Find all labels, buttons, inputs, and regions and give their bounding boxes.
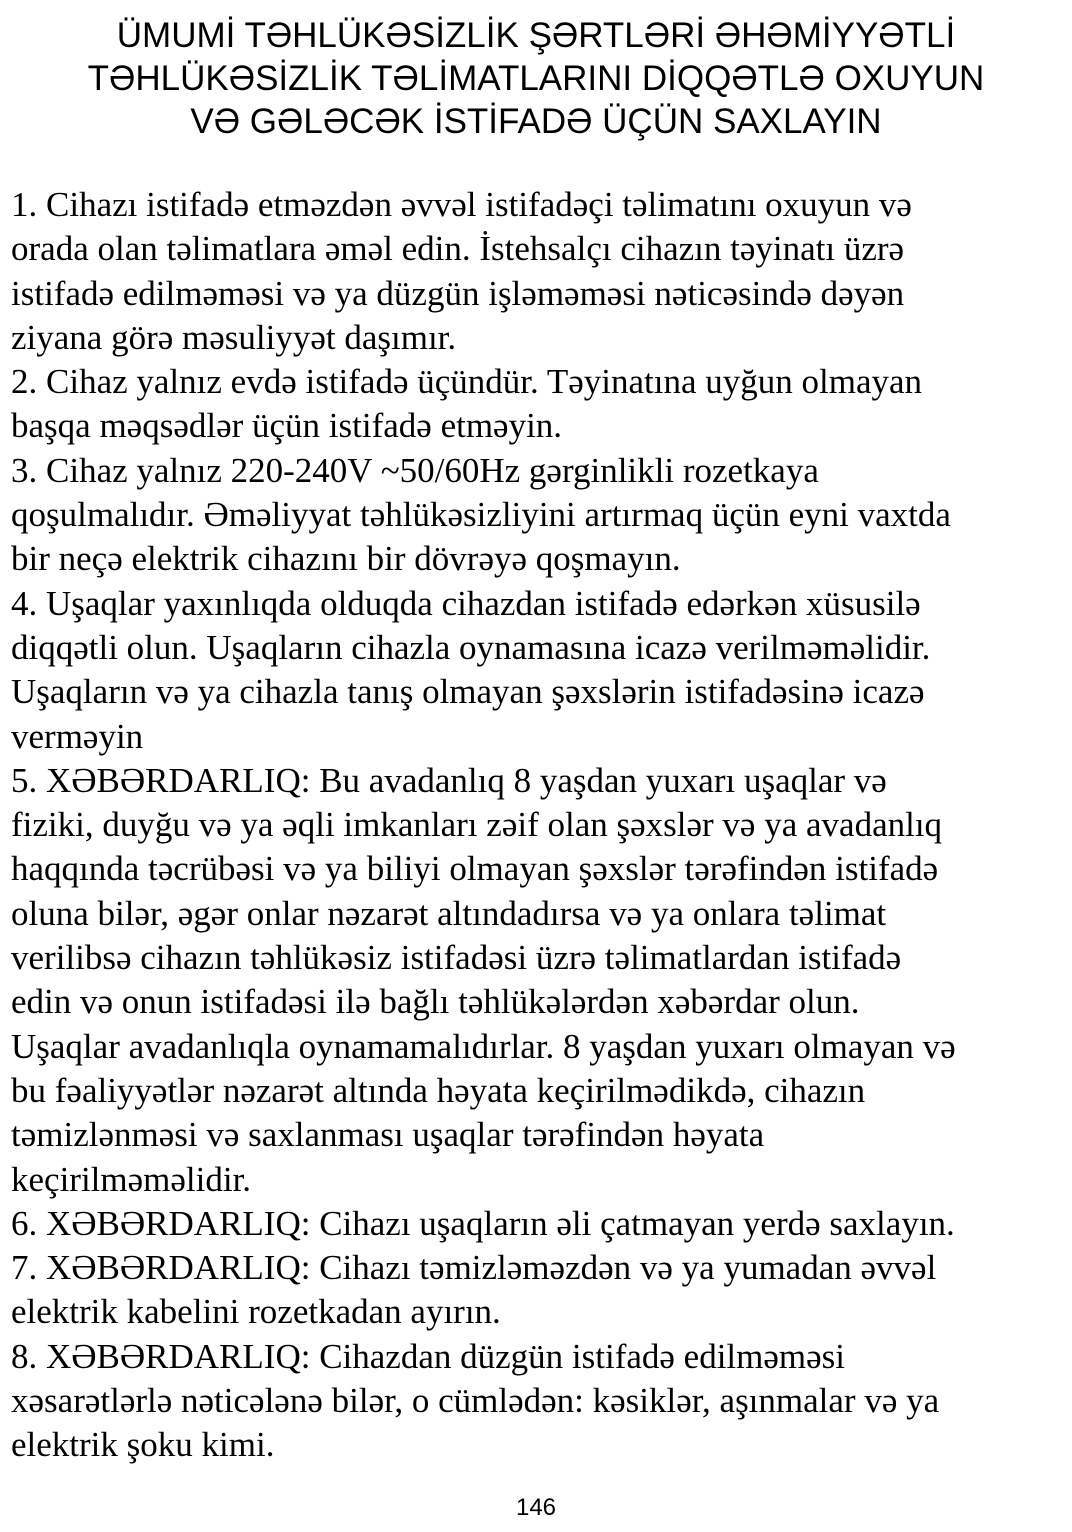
body-line: verilibsə cihazın təhlükəsiz istifadəsi üzrə təlimatlardan istifadə [11, 938, 902, 978]
body-line: 7. XƏBƏRDARLIQ: Cihazı təmizləməzdən və ya yumadan əvvəl [11, 1248, 937, 1288]
body-line: 2. Cihaz yalnız evdə istifadə üçündür. Təyinatına uyğun olmayan [11, 362, 923, 402]
body-line: fiziki, duyğu və ya əqli imkanları zəif olan şəxslər və ya avadanlıq [11, 805, 943, 845]
body-line: Uşaqlar avadanlıqla oynamamalıdırlar. 8 yaşdan yuxarı olmayan və [11, 1026, 956, 1066]
body-line: orada olan təlimatlara əməl edin. İstehsalçı cihazın təyinatı üzrə [11, 229, 905, 269]
body-line: edin və onun istifadəsi ilə bağlı təhlükələrdən xəbərdar olun. [11, 982, 860, 1022]
body-line: 6. XƏBƏRDARLIQ: Cihazı uşaqların əli çatmayan yerdə saxlayın. [11, 1203, 955, 1243]
heading-line: ÜMUMİ TƏHLÜKƏSİZLİK ŞƏRTLƏRİ ƏHƏMİYYƏTLİ [116, 16, 956, 55]
body-line: bu fəaliyyətlər nəzarət altında həyata keçirilmədikdə, cihazın [11, 1070, 866, 1110]
instructions-body [11, 183, 1069, 1468]
body-line: Uşaqların və ya cihazla tanış olmayan şəxslərin istifadəsinə icazə [11, 672, 925, 712]
body-line: 8. XƏBƏRDARLIQ: Cihazdan düzgün istifadə edilməməsi [11, 1336, 846, 1376]
body-line: bir neçə elektrik cihazını bir dövrəyə qoşmayın. [11, 539, 681, 579]
body-line: 5. XƏBƏRDARLIQ: Bu avadanlıq 8 yaşdan yuxarı uşaqlar və [11, 760, 887, 800]
page-number: 146 [515, 1494, 557, 1521]
body-line: elektrik kabelini rozetkadan ayırın. [11, 1292, 501, 1332]
body-line: 4. Uşaqlar yaxınlıqda olduqda cihazdan istifadə edərkən xüsusilə [11, 583, 921, 623]
body-line: təmizlənməsi və saxlanması uşaqlar tərəfindən həyata [11, 1115, 765, 1155]
body-line: başqa məqsədlər üçün istifadə etməyin. [11, 406, 563, 446]
body-line: verməyin [11, 716, 144, 756]
page-heading [0, 14, 1072, 143]
body-line: keçirilməməlidir. [11, 1159, 252, 1199]
body-line: haqqında təcrübəsi və ya biliyi olmayan şəxslər tərəfindən istifadə [11, 849, 939, 889]
body-line: ziyana görə məsuliyyət daşımır. [11, 317, 457, 357]
body-line: xəsarətlərlə nəticələnə bilər, o cümlədən: kəsiklər, aşınmalar və ya [11, 1381, 940, 1421]
body-line: 1. Cihazı istifadə etməzdən əvvəl istifadəçi təlimatını oxuyun və [11, 185, 912, 224]
body-line: 3. Cihaz yalnız 220-240V ~50/60Hz gərginlikli rozetkaya [11, 450, 819, 490]
body-line: oluna bilər, əgər onlar nəzarət altındadırsa və ya onlara təlimat [11, 893, 887, 933]
body-line: elektrik şoku kimi. [11, 1425, 275, 1465]
heading-line: TƏHLÜKƏSİZLİK TƏLİMATLARINI DİQQƏTLƏ OXUYUN [87, 59, 985, 98]
body-line: istifadə edilməməsi və ya düzgün işləməməsi nəticəsində dəyən [11, 273, 905, 313]
body-line: diqqətli olun. Uşaqların cihazla oynamasına icazə verilməməlidir. [11, 627, 931, 667]
body-line: qoşulmalıdır. Əməliyyat təhlükəsizliyini artırmaq üçün eyni vaxtda [11, 495, 951, 535]
heading-line: VƏ GƏLƏCƏK İSTİFADƏ ÜÇÜN SAXLAYIN [190, 102, 882, 141]
